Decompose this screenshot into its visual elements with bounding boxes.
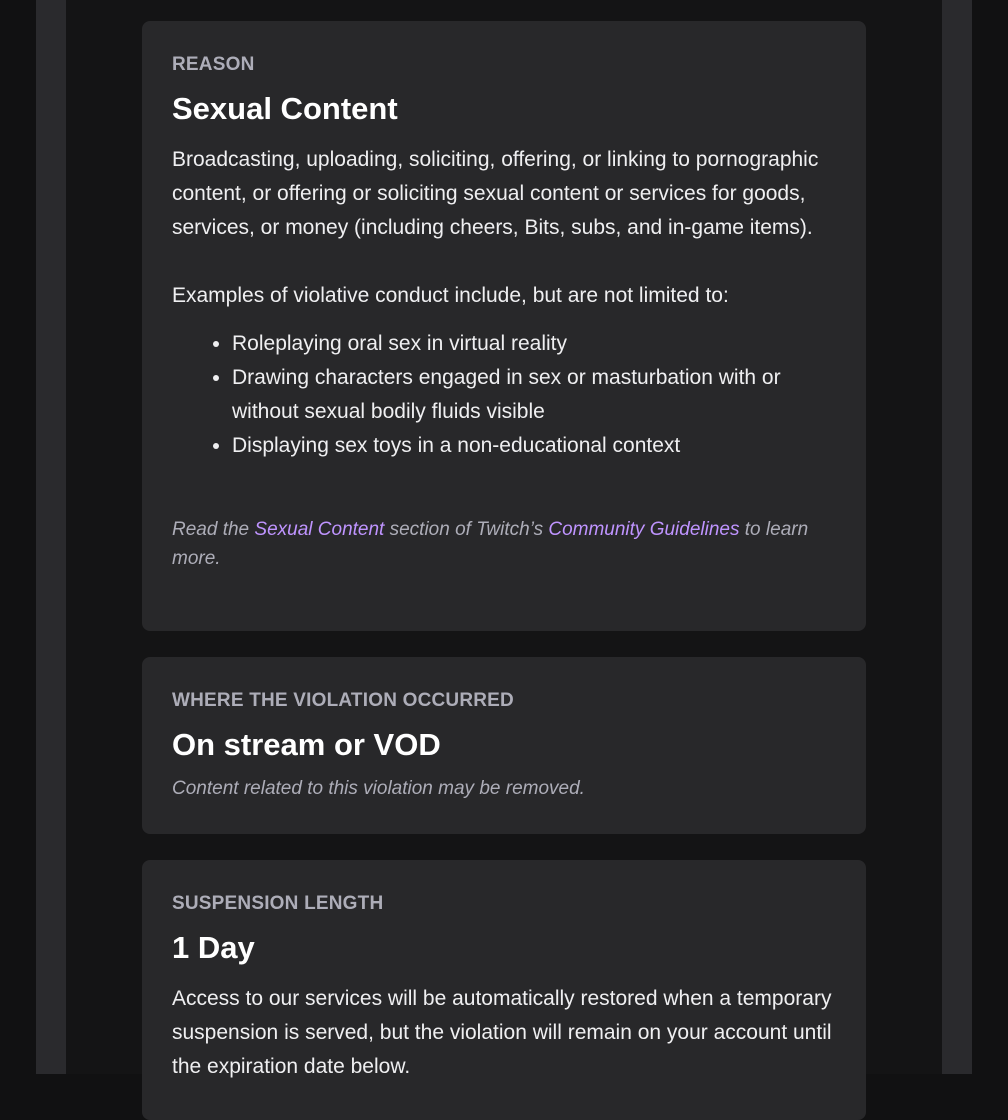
spacer xyxy=(172,245,836,279)
suspension-description: Access to our services will be automatically restored when a temporary suspension is served, but the violation will remain on your account until the expiration date below. xyxy=(172,987,832,1078)
sexual-content-link[interactable]: Sexual Content xyxy=(254,519,385,540)
reason-description: Broadcasting, uploading, soliciting, offering, or linking to pornographic content, or offering or soliciting sexual content or services for goods, services, or money (including cheers, Bits, subs, and in-game items). xyxy=(172,148,819,239)
suspension-length-card xyxy=(142,860,866,1120)
where-title: On stream or VOD xyxy=(172,727,441,762)
guidelines-note xyxy=(172,515,836,573)
list-item: • Roleplaying oral sex in virtual reality xyxy=(232,327,836,361)
reason-title: Sexual Content xyxy=(172,91,398,126)
where-label: WHERE THE VIOLATION OCCURRED xyxy=(172,690,514,711)
examples-list xyxy=(172,327,836,463)
violation-location-card xyxy=(142,657,866,834)
suspension-title: 1 Day xyxy=(172,930,255,965)
list-item: • Drawing characters engaged in sex or masturbation with or without sexual bodily fluids visible xyxy=(232,361,836,429)
reason-card xyxy=(142,21,866,631)
reason-label: REASON xyxy=(172,54,255,75)
examples-intro: Examples of violative conduct include, but are not limited to: xyxy=(172,284,729,307)
where-note: Content related to this violation may be removed. xyxy=(172,778,585,799)
note-prefix: Read the xyxy=(172,519,255,540)
community-guidelines-link[interactable]: Community Guidelines xyxy=(548,519,740,540)
list-item: • Displaying sex toys in a non-educational context xyxy=(232,429,836,463)
note-suffix: to learn more. xyxy=(172,519,809,569)
suspension-label: SUSPENSION LENGTH xyxy=(172,893,384,914)
note-middle: section of Twitch’s xyxy=(384,519,549,540)
